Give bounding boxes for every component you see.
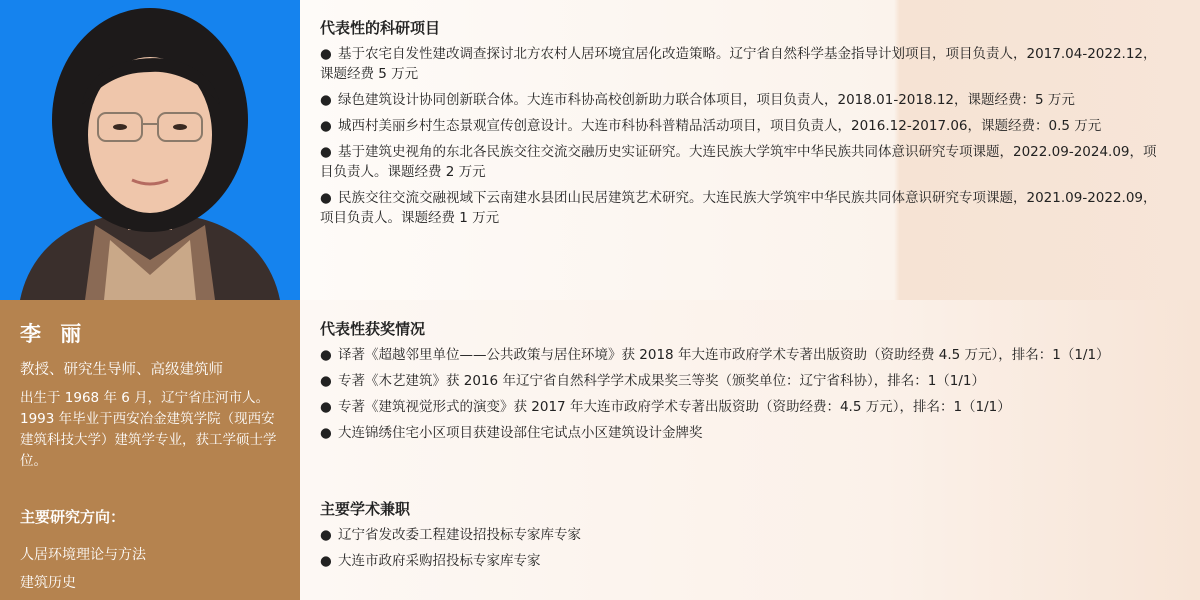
bullet-dot-icon: ● xyxy=(320,118,332,134)
bullet-dot-icon: ● xyxy=(320,144,332,160)
bullet-dot-icon: ● xyxy=(320,527,332,543)
bullet-dot-icon: ● xyxy=(320,46,332,62)
bullet-dot-icon: ● xyxy=(320,190,332,206)
position-text: 辽宁省发改委工程建设招投标专家库专家 xyxy=(338,527,581,543)
position-text: 大连市政府采购招投标专家库专家 xyxy=(338,553,541,569)
project-text: 民族交往交流交融视域下云南建水县团山民居建筑艺术研究。大连民族大学筑牢中华民族共同体意识研究专项课题，2021.09-2022.09，项目负责人。课题经费 1 万元 xyxy=(320,190,1157,226)
award-item xyxy=(320,345,1160,365)
project-item xyxy=(320,188,1160,228)
project-item xyxy=(320,142,1160,182)
bullet-dot-icon: ● xyxy=(320,399,332,415)
bullet-dot-icon: ● xyxy=(320,92,332,108)
project-item xyxy=(320,116,1160,136)
projects-section xyxy=(320,17,1160,234)
bullet-dot-icon: ● xyxy=(320,553,332,569)
bullet-dot-icon: ● xyxy=(320,425,332,441)
position-item xyxy=(320,551,1160,571)
awards-section xyxy=(320,318,1160,449)
research-heading: 主要研究方向： xyxy=(20,508,126,526)
award-item xyxy=(320,397,1160,417)
content-area xyxy=(300,0,1200,600)
research-direction: 人居环境理论与方法 xyxy=(20,547,146,563)
research-direction: 建筑历史 xyxy=(20,575,76,591)
person-bio: 出生于 1968 年 6 月，辽宁省庄河市人。1993 年毕业于西安冶金建筑学院（现西安建筑科技大学）建筑学专业，获工学硕士学位。 xyxy=(20,390,277,469)
portrait-photo xyxy=(0,0,300,300)
bullet-dot-icon: ● xyxy=(320,373,332,389)
bullet-dot-icon: ● xyxy=(320,347,332,363)
award-text: 译著《超越邻里单位——公共政策与居住环境》获 2018 年大连市政府学术专著出版资助（资助经费 4.5 万元），排名：1（1/1） xyxy=(338,347,1110,363)
award-text: 专著《建筑视觉形式的演变》获 2017 年大连市政府学术专著出版资助（资助经费：4.5 万元），排名：1（1/1） xyxy=(338,399,1011,415)
award-item xyxy=(320,371,1160,391)
project-text: 基于农宅自发性建改调查探讨北方农村人居环境宜居化改造策略。辽宁省自然科学基金指导计划项目，项目负责人，2017.04-2022.12，课题经费 5 万元 xyxy=(320,46,1157,82)
positions-section xyxy=(320,498,1160,577)
project-item xyxy=(320,44,1160,84)
projects-heading: 代表性的科研项目 xyxy=(320,19,441,37)
award-text: 大连锦绣住宅小区项目获建设部住宅试点小区建筑设计金牌奖 xyxy=(338,425,703,441)
project-item xyxy=(320,90,1160,110)
positions-heading: 主要学术兼职 xyxy=(320,500,411,518)
award-text: 专著《木艺建筑》获 2016 年辽宁省自然科学学术成果奖三等奖（颁奖单位：辽宁省科协），排名：1（1/1） xyxy=(338,373,986,389)
profile-panel xyxy=(0,300,300,600)
project-text: 基于建筑史视角的东北各民族交往交流交融历史实证研究。大连民族大学筑牢中华民族共同体意识研究专项课题，2022.09-2024.09，项目负责人。课题经费 2 万元 xyxy=(320,144,1157,180)
person-name: 李 丽 xyxy=(20,322,88,346)
person-title: 教授、研究生导师、高级建筑师 xyxy=(20,362,223,378)
award-item xyxy=(320,423,1160,443)
project-text: 城西村美丽乡村生态景观宣传创意设计。大连市科协科普精品活动项目，项目负责人，2016.12-2017.06，课题经费：0.5 万元 xyxy=(338,118,1102,134)
project-text: 绿色建筑设计协同创新联合体。大连市科协高校创新助力联合体项目，项目负责人，2018.01-2018.12，课题经费：5 万元 xyxy=(338,92,1075,108)
position-item xyxy=(320,525,1160,545)
awards-heading: 代表性获奖情况 xyxy=(320,320,426,338)
